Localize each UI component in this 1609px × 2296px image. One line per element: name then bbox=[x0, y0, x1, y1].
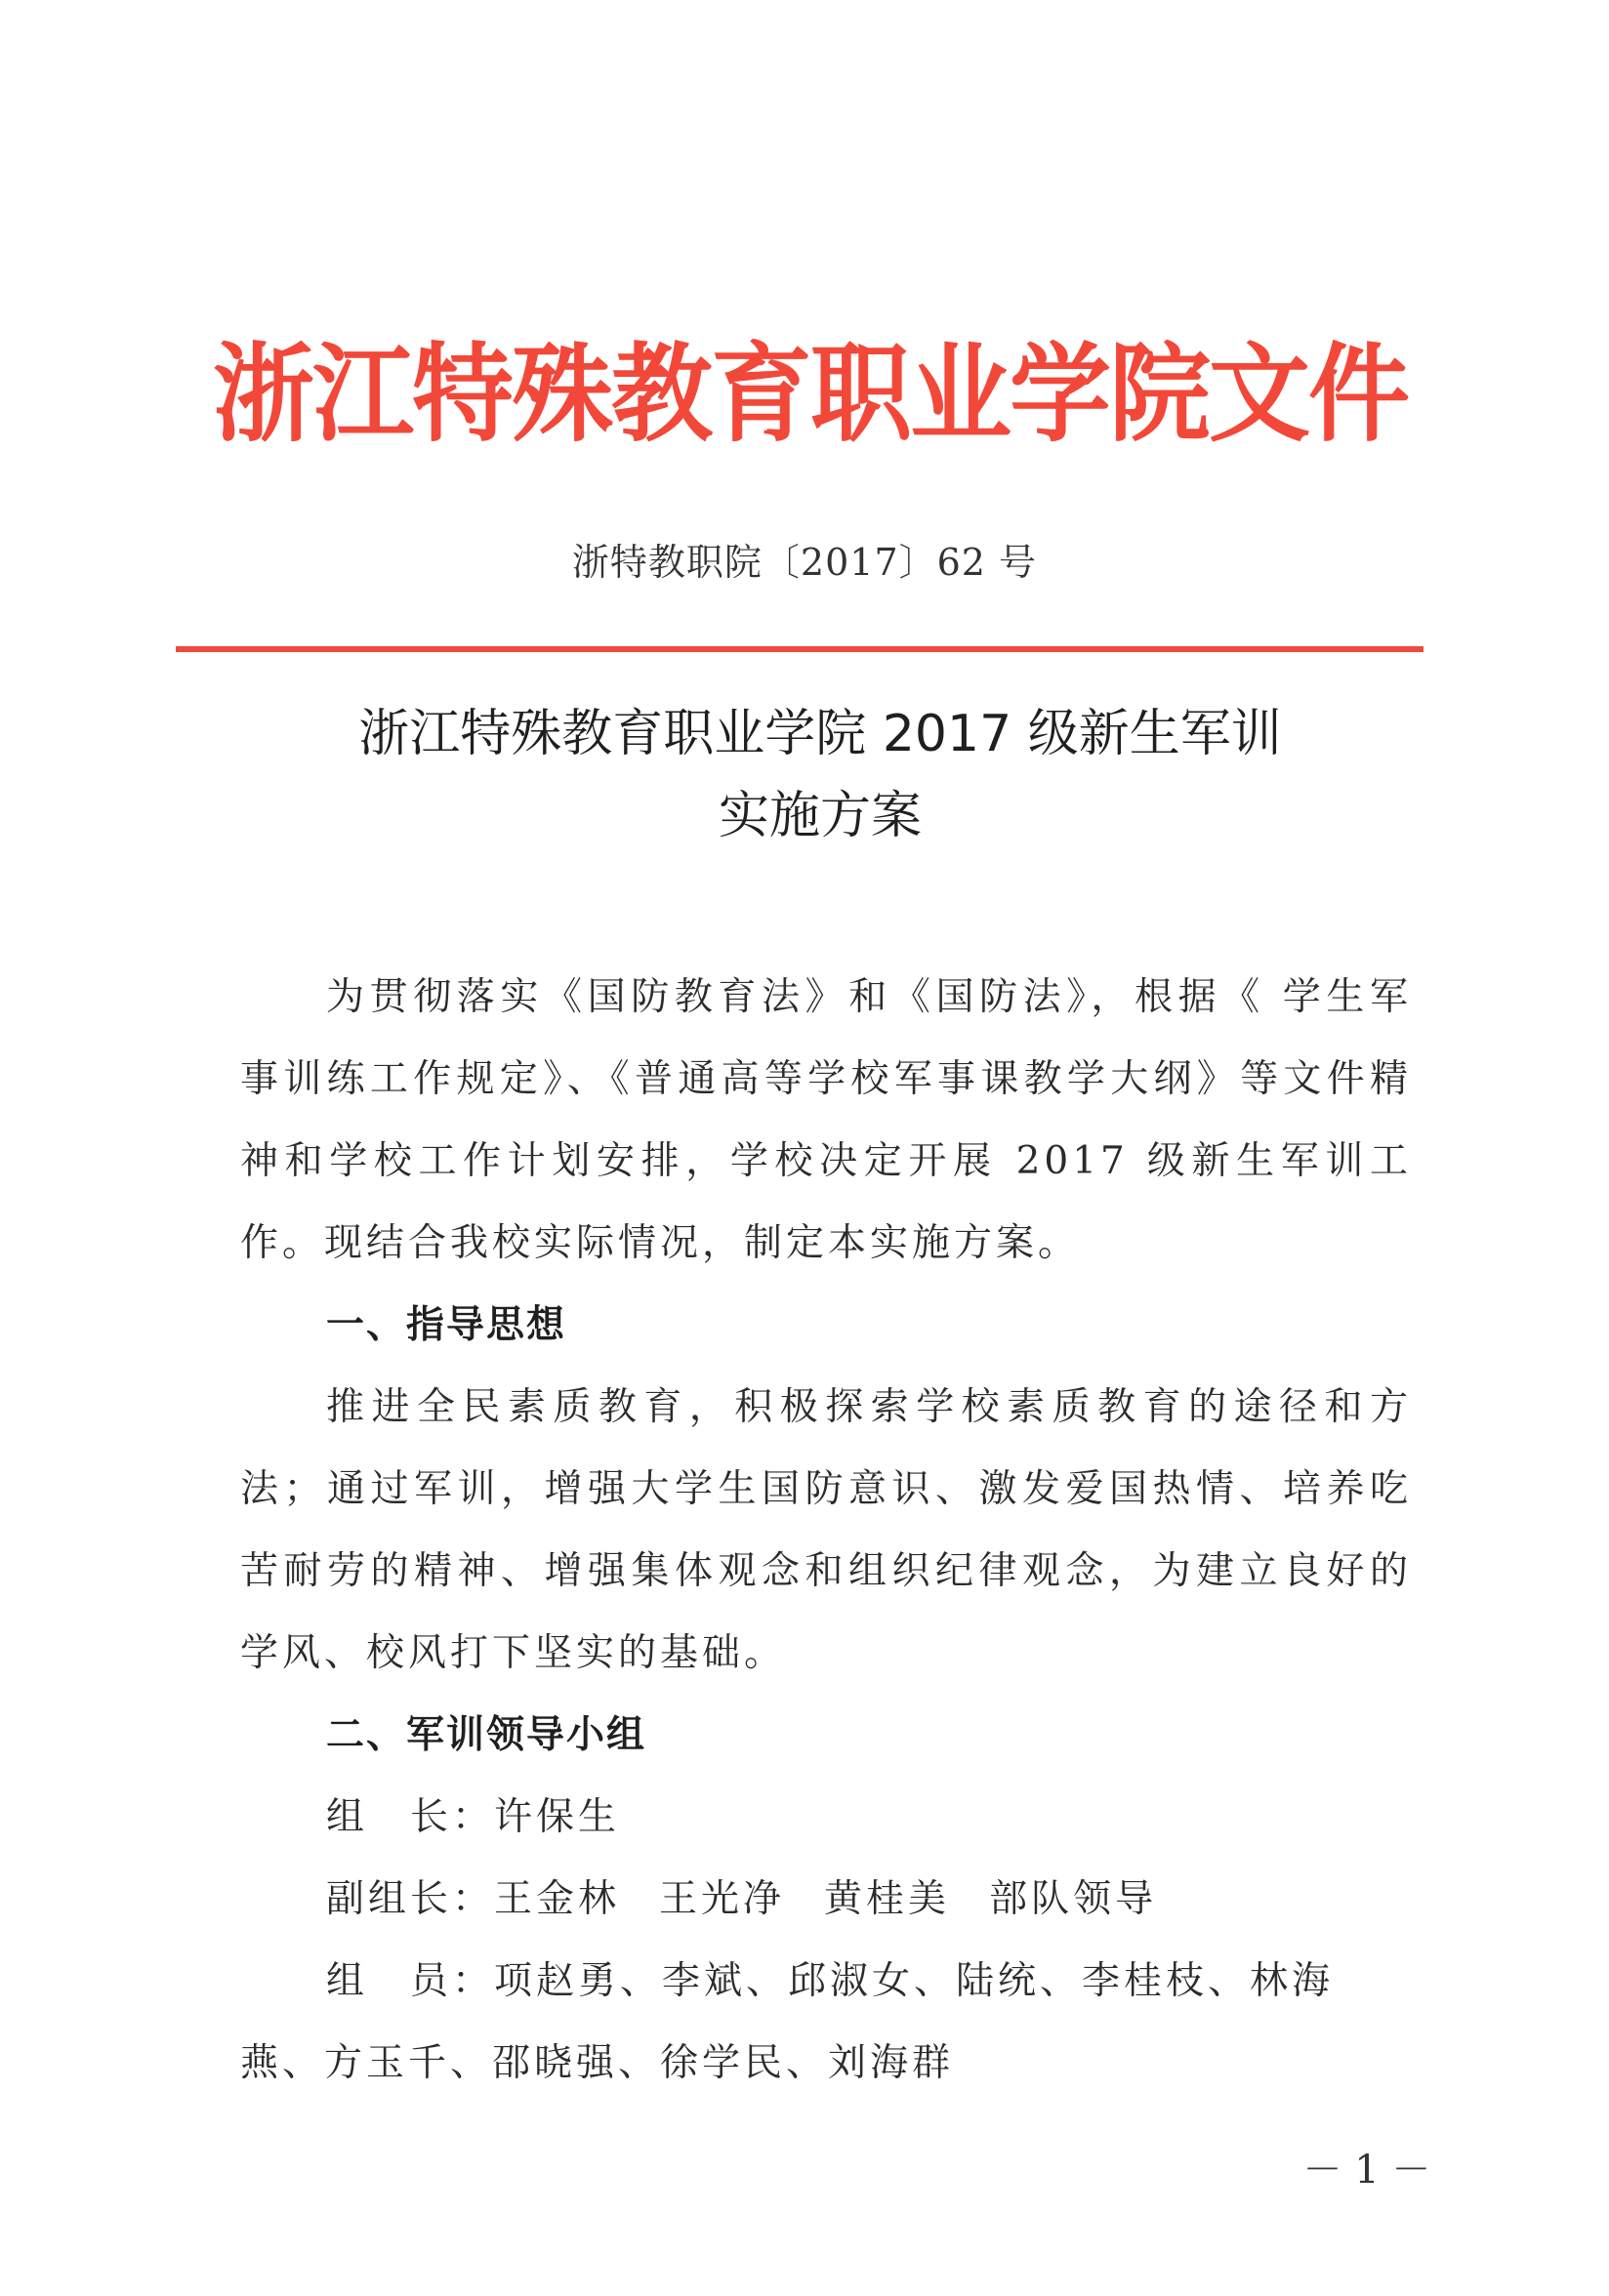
deputy-name: 王光净 bbox=[659, 1877, 786, 1921]
document-header-title: 浙江特殊教育职业学院文件 bbox=[212, 331, 1408, 457]
document-number: 浙特教职院〔2017〕62 号 bbox=[571, 541, 1038, 584]
deputy-label: 副组长： bbox=[326, 1877, 495, 1921]
section-1-text: 推进全民素质教育，积极探索学校素质教育的途径和方法；通过军训，增强大学生国防意识、激发爱国热情、培养吃苦耐劳的精神、增强集体观念和组织纪律观念，为建立良好的学风、校风打下坚实的基础。 bbox=[240, 1385, 1412, 1675]
deputy-line bbox=[240, 1859, 1412, 1941]
deputy-name: 部队领导 bbox=[989, 1877, 1158, 1921]
leader-name: 许保生 bbox=[494, 1795, 621, 1839]
deputy-name: 黄桂美 bbox=[824, 1877, 951, 1921]
document-title-line-2: 实施方案 bbox=[718, 787, 922, 845]
deputy-name: 王金林 bbox=[494, 1877, 621, 1921]
red-divider-line bbox=[176, 646, 1423, 652]
document-title-line-1: 浙江特殊教育职业学院 2017 级新生军训 bbox=[358, 705, 1282, 763]
leader-label: 组 长： bbox=[326, 1795, 495, 1839]
leader-line bbox=[240, 1777, 1412, 1859]
document-title bbox=[166, 693, 1474, 857]
section-1-heading: 一、指导思想 bbox=[326, 1303, 567, 1347]
intro-paragraph: 为贯彻落实《国防教育法》和《国防法》，根据《 学生军事训练工作规定》、《普通高等学校军事课教学大纲》等文件精神和学校工作计划安排，学校决定开展 2017 级新生军训工作。现结合我校实际情况，制定本实施方案。 bbox=[240, 975, 1412, 1265]
members-line: 组 员：项赵勇、李斌、邱淑女、陆统、李桂枝、林海燕、方玉千、邵晓强、徐学民、刘海群 bbox=[240, 1959, 1335, 2085]
document-body bbox=[240, 957, 1412, 2105]
section-2-heading: 二、军训领导小组 bbox=[326, 1713, 647, 1757]
page-number: － 1 － bbox=[1302, 2148, 1431, 2193]
